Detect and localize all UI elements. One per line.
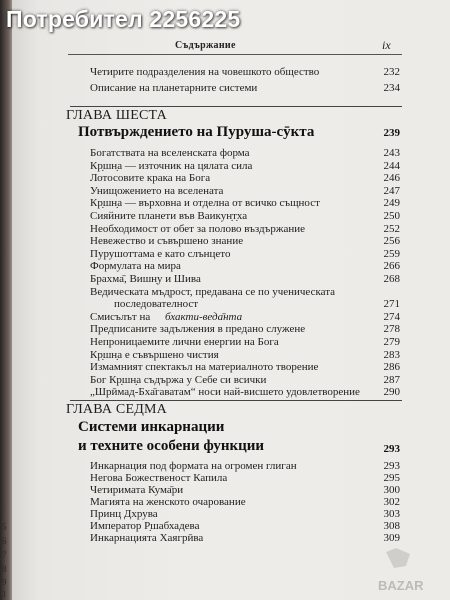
toc-entry-page: 279: [383, 336, 400, 348]
section-rule: [70, 106, 402, 107]
toc-entry-title: последователност: [114, 298, 199, 311]
toc-entry-title: Непроницаемите лични енергии на Бога: [90, 336, 279, 348]
toc-entry-title: Принц Дхрува: [90, 508, 158, 520]
page-number: ix: [382, 38, 391, 52]
toc-entry-page: 249: [383, 197, 400, 210]
toc-entry-title: Негова Божественост Капила: [90, 472, 228, 484]
running-head: Съдържание: [175, 40, 236, 51]
toc-entry-title: Унищожението на вселената: [90, 184, 224, 197]
toc-entry-title: Описание на планетарните системи: [90, 82, 258, 94]
bazar-logo-text: BAZAR: [378, 578, 424, 593]
toc-entry-page: 303: [383, 508, 400, 520]
toc-entry[interactable]: [0, 82, 450, 98]
section-rule: [70, 400, 402, 401]
toc-entry-title: Кр̣шн̣а е съвършено чистия: [90, 348, 219, 361]
toc-entry[interactable]: [0, 66, 450, 82]
toc-entry-page: 283: [383, 348, 400, 361]
chapter-seven-title-line1[interactable]: Системи инкарнации: [78, 419, 225, 435]
toc-entry-page: 295: [383, 472, 400, 484]
toc-entry-page: 293: [383, 460, 400, 472]
toc-entry-page: 309: [383, 532, 400, 544]
toc-entry-title: Формулата на мира: [90, 260, 181, 273]
chapter-six-title[interactable]: Потвърждението на Пуруша-сӯкта: [78, 124, 315, 140]
toc-entry-page: 246: [383, 172, 400, 185]
chapter-six-label: ГЛАВА ШЕСТА: [66, 108, 167, 123]
chapter-seven-label: ГЛАВА СЕДМА: [66, 402, 167, 417]
toc-entry-title: Бог Кр̣шн̣а съдържа у Себе си всички: [90, 373, 267, 386]
toc-entry-title: Смисълът на: [90, 310, 151, 323]
toc-entry-page: 259: [383, 247, 400, 260]
toc-entry-title: Сияйните планети във Ваикун̣т̣ха: [90, 210, 248, 222]
toc-entry-title: „Шрӣмад-Бха̄гаватам“ носи най-висшето удовлетворение: [90, 386, 360, 399]
toc-entry-title: Пурушоттама е като слънцето: [90, 247, 231, 260]
toc-entry-title: Необходимост от обет за полово въздържание: [90, 222, 305, 235]
toc-entry-page: 250: [383, 210, 400, 222]
toc-entry-title: Инкарнация под формата на огромен глиган: [90, 460, 297, 472]
toc-entry-page: 247: [383, 184, 400, 197]
edge-number: 7: [2, 550, 7, 560]
bazar-logo: [376, 546, 440, 594]
toc-entry-page: 268: [383, 273, 400, 285]
toc-entry-title: Измамният спектакъл на материалното творение: [90, 361, 319, 374]
toc-entry-page: 308: [383, 520, 400, 532]
toc-entry-page: 244: [383, 159, 400, 172]
toc-entry-page: 300: [383, 484, 400, 496]
toc-entry-title: Богатствата на вселенската форма: [90, 147, 250, 159]
toc-entry-title: Ведическата мъдрост, предавана се по ученическата: [90, 285, 336, 298]
toc-entry-title: Кр̣шн̣а — върховна и отделна от всичко същност: [90, 197, 320, 210]
toc-entry-title: Кр̣шн̣а — източник на цялата сила: [90, 159, 253, 172]
toc-entry-title: Невежество и съвършено знание: [90, 235, 244, 248]
toc-entry-title: Брахма̄, Вишн̣у и Шива: [90, 273, 201, 285]
edge-number: 9: [2, 577, 7, 587]
toc-entry-page: 278: [383, 323, 400, 336]
toc-entry-title: Магията на женското очарование: [90, 496, 246, 508]
toc-entry-title: Инкарнацията Хаягрӣва: [90, 532, 204, 544]
toc-entry-title-italic: бхакти-веда̄нта: [165, 310, 243, 323]
edge-number: 8: [2, 564, 7, 574]
toc-entry-page: 302: [383, 496, 400, 508]
toc-entry-title: Четиримата Кума̄ри: [90, 484, 184, 496]
header-rule: [68, 54, 402, 55]
chapter-seven-title-line2[interactable]: и техните особени функции: [78, 438, 265, 454]
toc-entry-page: 243: [383, 147, 400, 159]
toc-entry-page: 271: [383, 298, 400, 311]
chapter-six-page: 239: [383, 127, 400, 139]
edge-number: 1: [2, 589, 7, 599]
toc-entry-page: 290: [383, 386, 400, 399]
toc-entry-page: 286: [383, 361, 400, 374]
chapter-seven-page: 293: [383, 443, 400, 455]
toc-entry-page: 234: [383, 82, 400, 94]
toc-entry-title: Четирите подразделения на човешкото общество: [90, 66, 320, 78]
toc-entry-page: 287: [383, 373, 400, 386]
toc-entry-page: 256: [383, 235, 400, 248]
toc-entry-page: 232: [383, 66, 400, 78]
toc-entry-title: Лотосовите крака на Бога: [90, 172, 211, 185]
edge-number: 5: [2, 522, 7, 532]
edge-number: 6: [2, 536, 7, 546]
toc-entry-title: Предписаните задължения в предано служене: [90, 323, 306, 336]
toc-entry-page: 274: [383, 310, 400, 323]
toc-entry-title: Император Р̣шабхадева: [90, 520, 200, 532]
toc-entry-page: 252: [383, 222, 400, 235]
user-watermark: Потребител 2256225: [6, 6, 241, 32]
toc-entry-page: 266: [383, 260, 400, 273]
